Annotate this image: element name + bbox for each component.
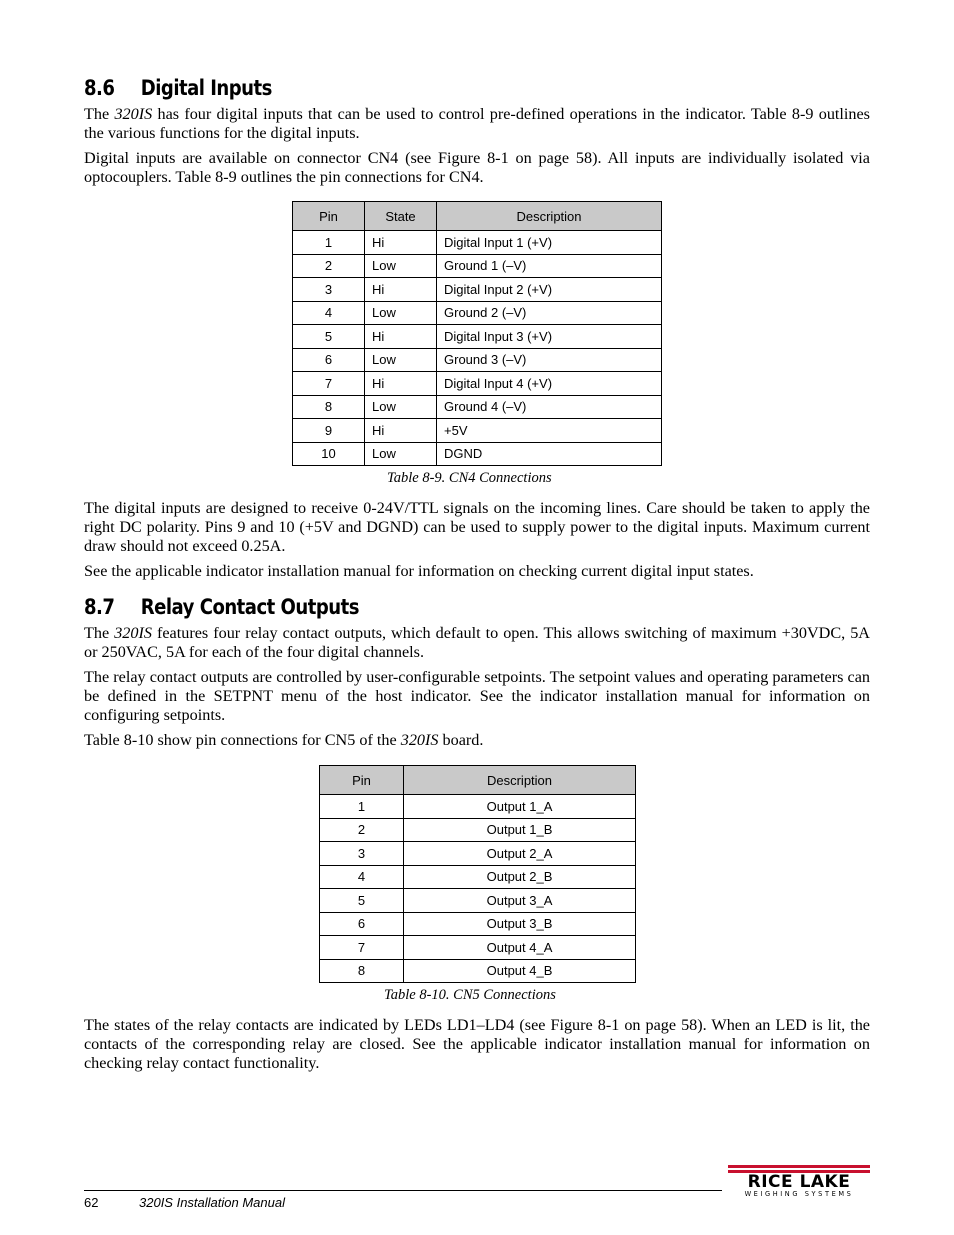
section-number: 8.6 — [84, 76, 115, 100]
pin-cell: 2 — [320, 818, 404, 842]
logo-subtext: WEIGHING SYSTEMS — [744, 1190, 854, 1197]
description-cell: Ground 4 (–V) — [437, 395, 662, 419]
state-cell: Hi — [365, 372, 437, 396]
state-cell: Hi — [365, 419, 437, 443]
paragraph — [84, 624, 870, 662]
pin-cell: 3 — [293, 278, 365, 302]
table-row — [293, 395, 662, 419]
manual-title: 320IS Installation Manual — [139, 1195, 285, 1210]
description-cell: +5V — [437, 419, 662, 443]
table-row — [320, 865, 636, 889]
column-header: Description — [437, 202, 662, 231]
section-heading-digital-inputs — [84, 76, 272, 100]
description-cell: Ground 3 (–V) — [437, 348, 662, 372]
description-cell: Output 3_A — [404, 889, 636, 913]
pin-cell: 8 — [293, 395, 365, 419]
paragraph-text: The — [84, 624, 115, 642]
rice-lake-logo — [728, 1165, 870, 1197]
paragraph: The relay contact outputs are controlled by user-configurable setpoints. The setpoint values and operating parameters can be defined in the SETPNT menu of the host indicator. See the indicator installation manual for information on configuring setpoints. — [84, 668, 870, 724]
paragraph-text: The — [84, 105, 115, 123]
pin-cell: 8 — [320, 959, 404, 983]
paragraph-text: Table 8-10 show pin connections for CN5 of the — [84, 731, 401, 749]
table-caption: Table 8-9. CN4 Connections — [387, 470, 552, 486]
state-cell: Low — [365, 254, 437, 278]
state-cell: Hi — [365, 325, 437, 349]
paragraph: The states of the relay contacts are indicated by LEDs LD1–LD4 (see Figure 8-1 on page 58). When an LED is lit, the contacts of the corresponding relay are closed. See the applicable indicator installation manual for information on checking relay contact functionality. — [84, 1016, 870, 1072]
table-row — [293, 348, 662, 372]
description-cell: DGND — [437, 442, 662, 466]
pin-cell: 1 — [320, 795, 404, 819]
description-cell: Output 2_B — [404, 865, 636, 889]
pin-cell: 7 — [293, 372, 365, 396]
table-header-row — [293, 202, 662, 231]
paragraph — [84, 105, 870, 143]
table-row — [320, 795, 636, 819]
model-name: 320IS — [114, 624, 152, 642]
state-cell: Hi — [365, 231, 437, 255]
column-header: Description — [404, 766, 636, 795]
table-row — [293, 372, 662, 396]
paragraph-text: has four digital inputs that can be used to control pre-defined operations in the indicator. Table 8-9 outlines the various functions for the digital inputs. — [84, 105, 870, 142]
table-row — [320, 842, 636, 866]
footer-rule — [84, 1190, 722, 1191]
section-number: 8.7 — [84, 595, 115, 619]
table-header-row — [320, 766, 636, 795]
paragraph-text: features four relay contact outputs, which default to open. This allows switching of maximum +30VDC, 5A or 250VAC, 5A for each of the four digital channels. — [84, 624, 870, 661]
pin-cell: 6 — [293, 348, 365, 372]
state-cell: Low — [365, 442, 437, 466]
table-row — [293, 442, 662, 466]
table-row — [293, 301, 662, 325]
cn5-connections-table — [319, 765, 636, 983]
table-row — [293, 419, 662, 443]
paragraph — [84, 731, 870, 750]
description-cell: Ground 2 (–V) — [437, 301, 662, 325]
description-cell: Ground 1 (–V) — [437, 254, 662, 278]
description-cell: Digital Input 3 (+V) — [437, 325, 662, 349]
table-row — [320, 912, 636, 936]
logo-wordmark: RICE LAKE — [747, 1172, 851, 1192]
state-cell: Low — [365, 348, 437, 372]
cn4-connections-table — [292, 201, 662, 466]
table-row — [293, 325, 662, 349]
pin-cell: 10 — [293, 442, 365, 466]
description-cell: Digital Input 1 (+V) — [437, 231, 662, 255]
model-name: 320IS — [114, 105, 153, 123]
pin-cell: 6 — [320, 912, 404, 936]
description-cell: Output 4_B — [404, 959, 636, 983]
paragraph: The digital inputs are designed to receive 0-24V/TTL signals on the incoming lines. Care should be taken to apply the right DC polarity. Pins 9 and 10 (+5V and DGND) can be used to supply power to the digital inputs. Maximum current draw should not exceed 0.25A. — [84, 499, 870, 555]
pin-cell: 4 — [293, 301, 365, 325]
description-cell: Digital Input 2 (+V) — [437, 278, 662, 302]
description-cell: Output 3_B — [404, 912, 636, 936]
pin-cell: 5 — [293, 325, 365, 349]
description-cell: Output 1_A — [404, 795, 636, 819]
state-cell: Hi — [365, 278, 437, 302]
pin-cell: 7 — [320, 936, 404, 960]
table-caption: Table 8-10. CN5 Connections — [384, 987, 556, 1003]
pin-cell: 4 — [320, 865, 404, 889]
page-number: 62 — [84, 1195, 99, 1210]
paragraph: See the applicable indicator installation manual for information on checking current digital input states. — [84, 562, 754, 580]
description-cell: Output 1_B — [404, 818, 636, 842]
column-header: Pin — [293, 202, 365, 231]
pin-cell: 3 — [320, 842, 404, 866]
pin-cell: 2 — [293, 254, 365, 278]
table-row — [293, 278, 662, 302]
pin-cell: 1 — [293, 231, 365, 255]
state-cell: Low — [365, 395, 437, 419]
description-cell: Digital Input 4 (+V) — [437, 372, 662, 396]
table-row — [320, 959, 636, 983]
paragraph: Digital inputs are available on connector CN4 (see Figure 8-1 on page 58). All inputs are individually isolated via optocouplers. Table 8-9 outlines the pin connections for CN4. — [84, 149, 870, 186]
table-row — [320, 936, 636, 960]
state-cell: Low — [365, 301, 437, 325]
description-cell: Output 2_A — [404, 842, 636, 866]
pin-cell: 5 — [320, 889, 404, 913]
paragraph-text: board. — [438, 731, 484, 749]
table-row — [320, 818, 636, 842]
pin-cell: 9 — [293, 419, 365, 443]
section-title: Digital Inputs — [140, 76, 272, 100]
table-row — [293, 254, 662, 278]
description-cell: Output 4_A — [404, 936, 636, 960]
column-header: Pin — [320, 766, 404, 795]
section-title: Relay Contact Outputs — [140, 595, 359, 619]
section-heading-relay-contact-outputs — [84, 595, 359, 619]
column-header: State — [365, 202, 437, 231]
table-row — [320, 889, 636, 913]
table-row — [293, 231, 662, 255]
model-name: 320IS — [400, 731, 439, 749]
